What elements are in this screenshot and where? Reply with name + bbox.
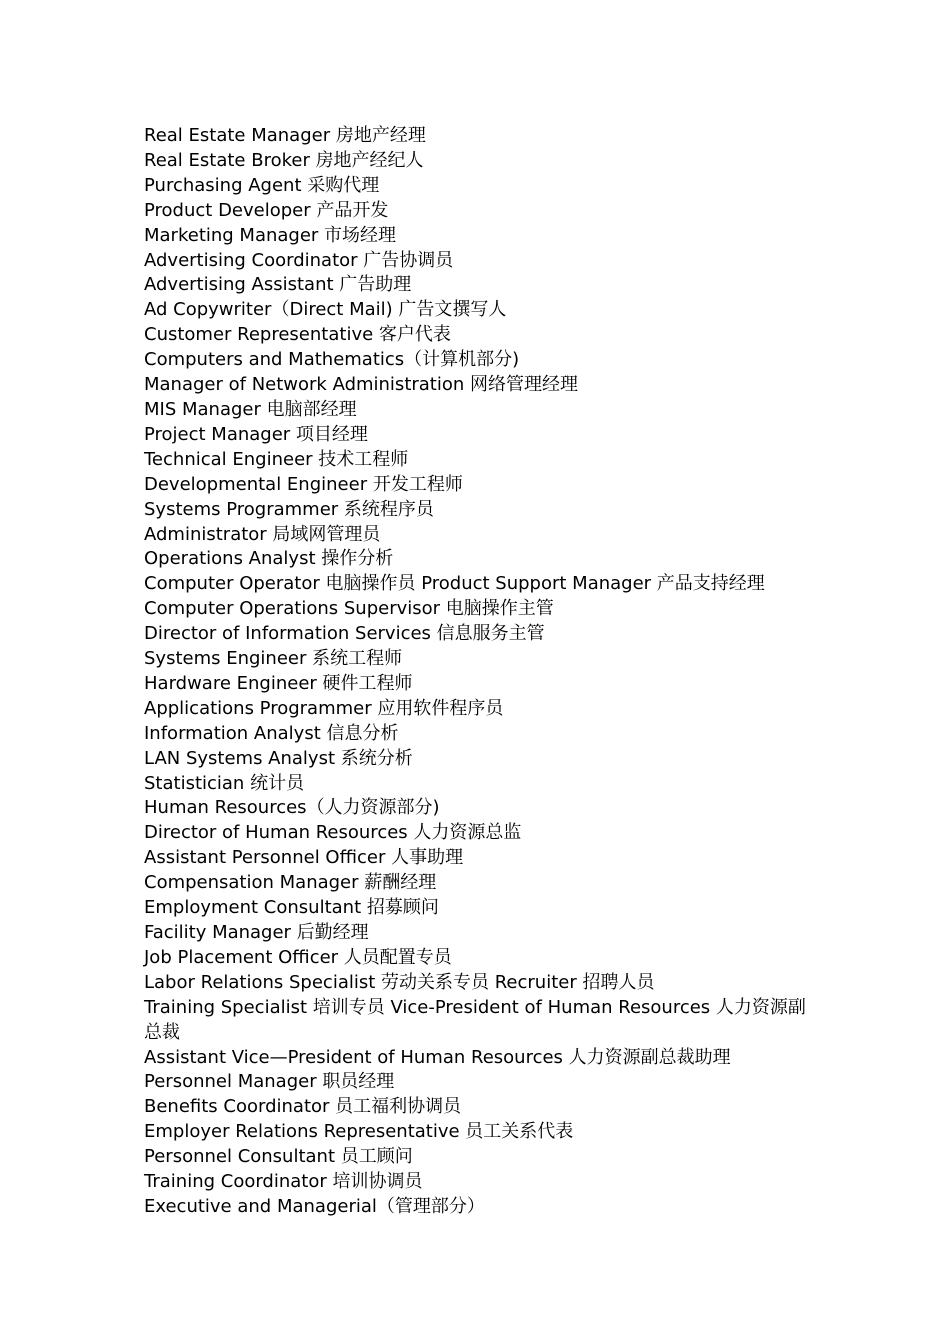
list-line: Human Resources（人力资源部分) (144, 797, 440, 819)
list-line: Administrator 局域网管理员 (144, 523, 381, 545)
list-line: Compensation Manager 薪酬经理 (144, 872, 437, 894)
list-line: Employment Consultant 招募顾问 (144, 897, 439, 919)
list-line: Director of Human Resources 人力资源总监 (144, 822, 522, 844)
list-line: Assistant Personnel Officer 人事助理 (144, 847, 464, 869)
list-line: Project Manager 项目经理 (144, 423, 368, 445)
list-line: Operations Analyst 操作分析 (144, 548, 394, 570)
list-line: Ad Copywriter（Direct Mail) 广告文撰写人 (144, 299, 507, 321)
list-line: Computer Operator 电脑操作员 Product Support Manager 产品支持经理 (144, 573, 765, 595)
list-line: Statistician 统计员 (144, 772, 305, 794)
list-line: Labor Relations Specialist 劳动关系专员 Recruiter 招聘人员 (144, 971, 655, 993)
list-line: Advertising Coordinator 广告协调员 (144, 249, 454, 271)
list-line: Hardware Engineer 硬件工程师 (144, 672, 413, 694)
list-line: Systems Programmer 系统程序员 (144, 498, 434, 520)
list-line: Technical Engineer 技术工程师 (144, 448, 409, 470)
list-line: Advertising Assistant 广告助理 (144, 274, 412, 296)
list-line: Computers and Mathematics（计算机部分) (144, 349, 520, 371)
list-line: Personnel Manager 职员经理 (144, 1071, 395, 1093)
list-line: Benefits Coordinator 员工福利协调员 (144, 1096, 462, 1118)
list-line: Applications Programmer 应用软件程序员 (144, 697, 504, 719)
list-line: Employer Relations Representative 员工关系代表 (144, 1121, 574, 1143)
list-line: Systems Engineer 系统工程师 (144, 648, 403, 670)
list-line: Product Developer 产品开发 (144, 199, 389, 221)
list-line: Customer Representative 客户代表 (144, 324, 451, 346)
list-line: Real Estate Broker 房地产经纪人 (144, 149, 424, 171)
list-line: Information Analyst 信息分析 (144, 722, 399, 744)
list-line: Job Placement Officer 人员配置专员 (144, 946, 452, 968)
list-line: Director of Information Services 信息服务主管 (144, 623, 545, 645)
list-line: Developmental Engineer 开发工程师 (144, 473, 463, 495)
list-line: Marketing Manager 市场经理 (144, 224, 397, 246)
list-line: MIS Manager 电脑部经理 (144, 398, 357, 420)
list-line: Purchasing Agent 采购代理 (144, 174, 380, 196)
list-line: Assistant Vice—President of Human Resources 人力资源副总裁助理 (144, 1046, 731, 1068)
list-line: Manager of Network Administration 网络管理经理 (144, 374, 579, 396)
list-line: Real Estate Manager 房地产经理 (144, 125, 426, 146)
job-title-list (144, 124, 806, 1220)
list-line: Facility Manager 后勤经理 (144, 922, 369, 943)
list-line: Computer Operations Supervisor 电脑操作主管 (144, 598, 554, 620)
list-line: Executive and Managerial（管理部分） (144, 1195, 485, 1217)
list-line: Training Specialist 培训专员 Vice-President of Human Resources 人力资源副总裁 (144, 996, 806, 1043)
list-line: Personnel Consultant 员工顾问 (144, 1146, 413, 1168)
list-line: LAN Systems Analyst 系统分析 (144, 747, 413, 769)
list-line: Training Coordinator 培训协调员 (144, 1171, 423, 1193)
